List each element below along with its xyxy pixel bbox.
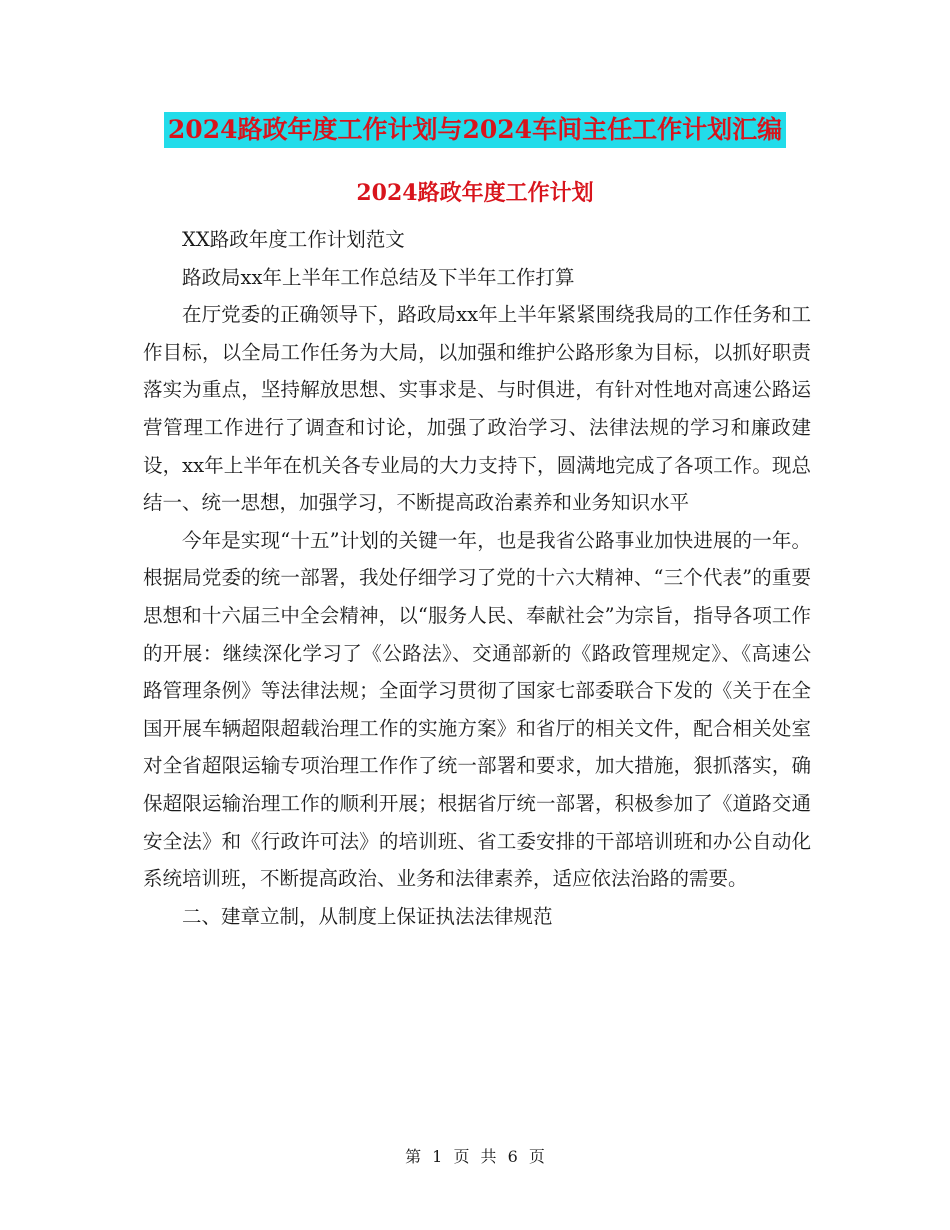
document-body: [143, 221, 811, 935]
section-title: 2024路政年度工作计划: [356, 180, 594, 206]
main-title: 2024路政年度工作计划与2024车间主任工作计划汇编: [164, 112, 786, 148]
paragraph: 在厅党委的正确领导下，路政局xx年上半年紧紧围绕我局的工作任务和工作目标，以全局工作任务为大局，以加强和维护公路形象为目标，以抓好职责落实为重点，坚持解放思想、实事求是、与时俱进，有针对性地对高速公路运营管理工作进行了调查和讨论，加强了政治学习、法律法规的学习和廉政建设，xx年上半年在机关各专业局的大力支持下，圆满地完成了各项工作。现总结一、统一思想，加强学习，不断提高政治素养和业务知识水平: [143, 303, 811, 515]
paragraph-section-heading: 二、建章立制，从制度上保证执法法律规范: [182, 904, 553, 928]
paragraph-subheading: 路政局xx年上半年工作总结及下半年工作打算: [182, 265, 575, 289]
paragraph: 今年是实现“十五”计划的关键一年，也是我省公路事业加快进展的一年。根据局党委的统一部署，我处仔细学习了党的十六大精神、“三个代表”的重要思想和十六届三中全会精神，以“服务人民、奉献社会”为宗旨，指导各项工作的开展：继续深化学习了《公路法》、交通部新的《路政管理规定》、《高速公路管理条例》等法律法规；全面学习贯彻了国家七部委联合下发的《关于在全国开展车辆超限超载治理工作的实施方案》和省厅的相关文件，配合相关处室对全省超限运输专项治理工作作了统一部署和要求，加大措施，狠抓落实，确保超限运输治理工作的顺利开展；根据省厅统一部署，积极参加了《道路交通安全法》和《行政许可法》的培训班、省工委安排的干部培训班和办公自动化系统培训班，不断提高政治、业务和法律素养，适应依法治路的需要。: [143, 528, 811, 891]
main-title-wrap: [0, 112, 950, 148]
page-footer: 第 1 页 共 6 页: [405, 1147, 545, 1166]
paragraph-heading: XX路政年度工作计划范文: [182, 228, 405, 251]
